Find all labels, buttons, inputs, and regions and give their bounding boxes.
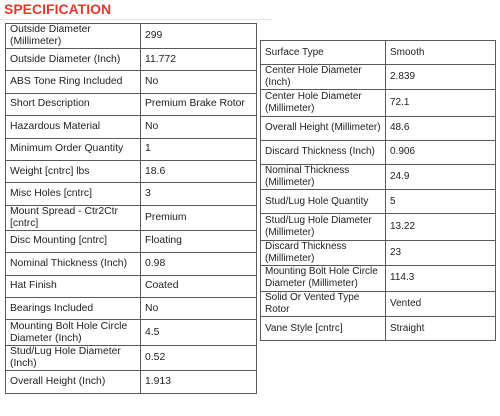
spec-value: 48.6	[386, 116, 496, 140]
spec-value: 0.52	[141, 346, 257, 371]
spec-value: 4.5	[141, 320, 257, 346]
spec-value: No	[141, 116, 257, 138]
spec-value: 1.913	[141, 371, 257, 393]
table-row	[261, 140, 496, 164]
spec-value: Vented	[386, 291, 496, 316]
title-divider	[0, 19, 272, 20]
spec-value: Floating	[141, 230, 257, 252]
spec-value: 0.906	[386, 140, 496, 164]
table-row	[6, 71, 257, 93]
spec-label: Bearings Included	[6, 297, 141, 319]
spec-value: 23	[386, 240, 496, 265]
spec-label: Misc Holes [cntrc]	[6, 183, 141, 205]
spec-value: 5	[386, 189, 496, 213]
spec-value: Premium Brake Rotor	[141, 93, 257, 115]
spec-value: 2.839	[386, 65, 496, 90]
spec-label: Discard Thickness (Millimeter)	[261, 240, 386, 265]
spec-label: Hat Finish	[6, 275, 141, 297]
spec-label: Stud/Lug Hole Diameter (Inch)	[6, 346, 141, 371]
table-row	[6, 24, 257, 49]
table-row	[6, 160, 257, 182]
spec-value: 13.22	[386, 214, 496, 240]
table-row	[6, 320, 257, 346]
table-row	[261, 316, 496, 340]
spec-label: Stud/Lug Hole Quantity	[261, 189, 386, 213]
table-row	[261, 291, 496, 316]
table-row	[261, 41, 496, 65]
table-row	[6, 253, 257, 275]
page-title: SPECIFICATION	[4, 1, 112, 17]
spec-value: 299	[141, 24, 257, 49]
spec-label: Outside Diameter (Millimeter)	[6, 24, 141, 49]
table-row	[6, 371, 257, 393]
spec-value: 114.3	[386, 265, 496, 291]
table-row	[6, 138, 257, 160]
spec-label: Center Hole Diameter (Inch)	[261, 65, 386, 90]
table-row	[6, 49, 257, 71]
spec-label: Weight [cntrc] lbs	[6, 160, 141, 182]
table-row	[6, 346, 257, 371]
table-row	[6, 297, 257, 319]
table-row	[6, 275, 257, 297]
spec-label: Short Description	[6, 93, 141, 115]
spec-value: Straight	[386, 316, 496, 340]
spec-value: 0.98	[141, 253, 257, 275]
spec-table-right	[260, 40, 496, 341]
spec-label: Stud/Lug Hole Diameter (Millimeter)	[261, 214, 386, 240]
spec-label: Overall Height (Inch)	[6, 371, 141, 393]
spec-value: 24.9	[386, 164, 496, 189]
spec-value: 11.772	[141, 49, 257, 71]
table-row	[261, 65, 496, 90]
spec-value: No	[141, 297, 257, 319]
spec-value: Coated	[141, 275, 257, 297]
table-row	[261, 265, 496, 291]
spec-label: ABS Tone Ring Included	[6, 71, 141, 93]
spec-label: Disc Mounting [cntrc]	[6, 230, 141, 252]
spec-value: 1	[141, 138, 257, 160]
table-row	[261, 214, 496, 240]
spec-label: Center Hole Diameter (Millimeter)	[261, 90, 386, 116]
spec-value: No	[141, 71, 257, 93]
spec-label: Nominal Thickness (Inch)	[6, 253, 141, 275]
table-row	[261, 240, 496, 265]
spec-value: 3	[141, 183, 257, 205]
spec-label: Solid Or Vented Type Rotor	[261, 291, 386, 316]
spec-label: Nominal Thickness (Millimeter)	[261, 164, 386, 189]
spec-label: Hazardous Material	[6, 116, 141, 138]
spec-value: Premium	[141, 205, 257, 230]
table-row	[261, 90, 496, 116]
table-row	[6, 205, 257, 230]
spec-label: Mount Spread - Ctr2Ctr [cntrc]	[6, 205, 141, 230]
spec-label: Overall Height (Millimeter)	[261, 116, 386, 140]
spec-value: 72.1	[386, 90, 496, 116]
spec-table-left	[5, 23, 257, 394]
spec-label: Vane Style [cntrc]	[261, 316, 386, 340]
table-row	[6, 183, 257, 205]
table-row	[6, 116, 257, 138]
spec-label: Minimum Order Quantity	[6, 138, 141, 160]
spec-label: Surface Type	[261, 41, 386, 65]
table-row	[6, 93, 257, 115]
spec-value: Smooth	[386, 41, 496, 65]
table-row	[261, 116, 496, 140]
spec-label: Mounting Bolt Hole Circle Diameter (Millimeter)	[261, 265, 386, 291]
spec-label: Outside Diameter (Inch)	[6, 49, 141, 71]
spec-label: Mounting Bolt Hole Circle Diameter (Inch)	[6, 320, 141, 346]
table-row	[261, 164, 496, 189]
table-row	[6, 230, 257, 252]
spec-label: Discard Thickness (Inch)	[261, 140, 386, 164]
spec-value: 18.6	[141, 160, 257, 182]
table-row	[261, 189, 496, 213]
